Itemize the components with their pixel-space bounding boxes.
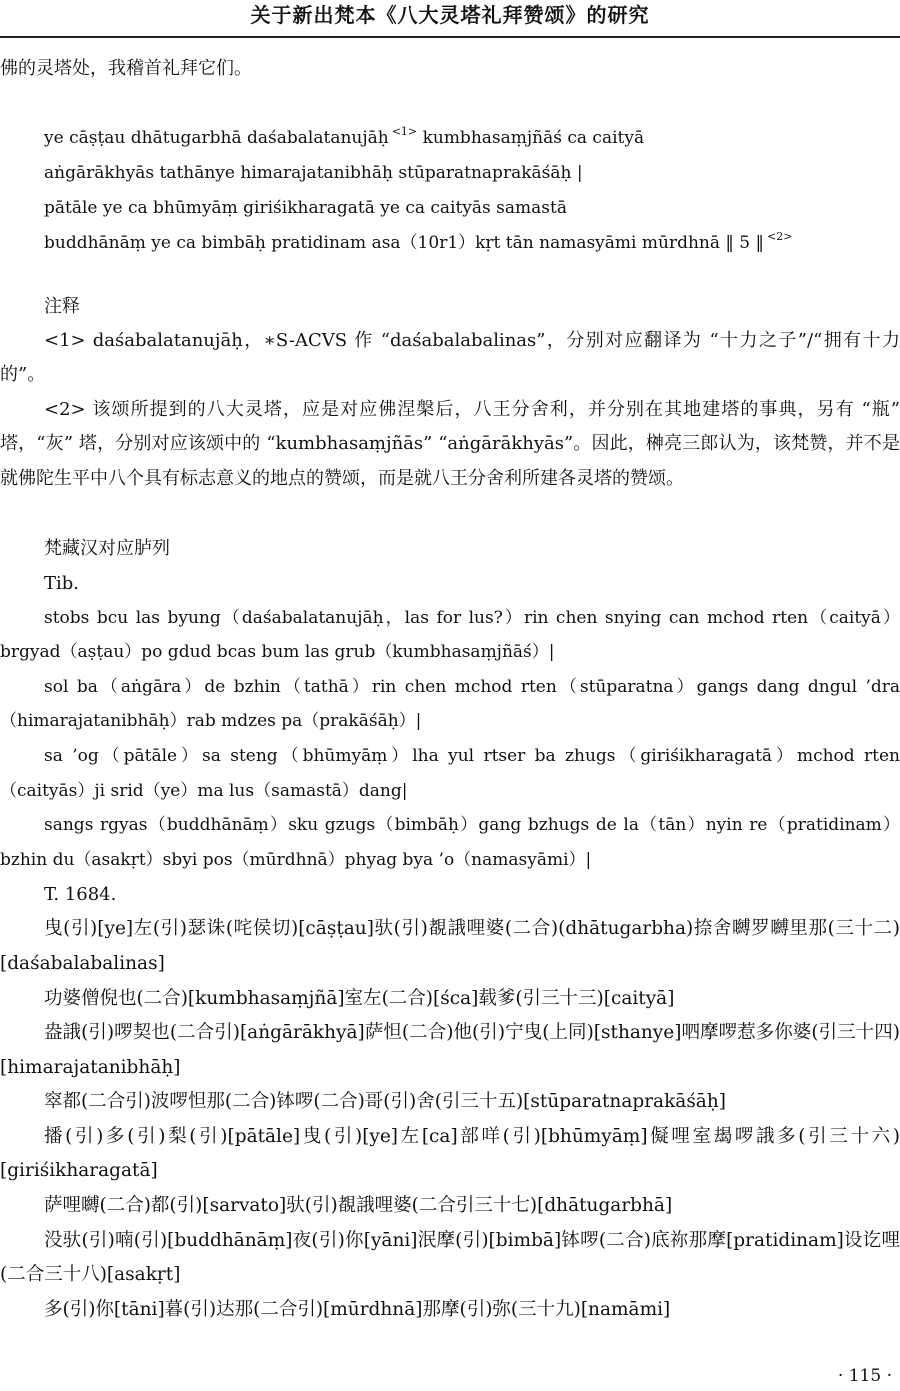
notes-heading: 注释 <box>44 295 80 317</box>
chinese-line-4: 窣都(二合引)波啰怛那(二合)钵啰(二合)哥(引)舍(引三十五)[stūparatnaprakāśāḥ] <box>44 1091 726 1113</box>
tibetan-line-2: sol ba（aṅgāra）de bzhin（tathā）rin chen mchod rten（stūparatna）gangs dang dngul ’dra（himarajatanibhāḥ）rab mdzes pa（prakāśāḥ）| <box>0 676 900 732</box>
footnote-marker-1: <1> <box>391 124 418 138</box>
verse-line-2: aṅgārākhyās tathānye himarajatanibhāḥ stūparatnaprakāśāḥ | <box>44 162 583 183</box>
chinese-line-8: 多(引)你[tāni]暮(引)达那(二合引)[mūrdhnā]那摩(引)弥(三十九)[namāmi] <box>44 1298 671 1320</box>
tibetan-line-4: sangs rgyas（buddhānāṃ）sku gzugs（bimbāḥ）gang bzhugs de la（tān）nyin re（pratidinam）bzhin du（asakṛt）sbyi pos（mūrdhnā）phyag bya ’o（namasyāmi）| <box>0 815 900 870</box>
parallels-heading: 梵藏汉对应胪列 <box>44 537 170 559</box>
tibetan-line-3: sa ’og（pātāle）sa steng（bhūmyāṃ）lha yul rtser ba zhugs（giriśikharagatā）mchod rten（caityās）ji srid（ye）ma lus（samastā）dang| <box>0 745 900 801</box>
notes-section <box>0 289 900 497</box>
sanskrit-verse <box>0 121 900 261</box>
running-header <box>0 0 900 38</box>
parallels-section <box>0 531 900 1328</box>
note-1: <1> daśabalatanujāḥ，∗S-ACVS 作 “daśabalabalinas”，分别对应翻译为 “十力之子”/“拥有十力的”。 <box>0 329 900 386</box>
verse-line-3: pātāle ye ca bhūmyāṃ giriśikharagatā ye ca caityās samastā <box>44 197 567 218</box>
spacer <box>0 497 900 531</box>
chinese-line-3: 盎誐(引)啰契也(二合引)[aṅgārākhyā]萨怛(二合)他(引)宁曳(上同)[sthanye]呬摩啰惹多你婆(引三十四)[himarajatanibhāḥ] <box>0 1022 900 1078</box>
chinese-line-5: 播(引)多(引)梨(引)[pātāle]曳(引)[ye]左[ca]部咩(引)[bhūmyāṃ]儗哩室朅啰誐多(引三十六)[giriśikharagatā] <box>0 1125 900 1182</box>
verse-line-1a: ye cāṣṭau dhātugarbhā daśabalatanujāḥ <box>44 127 389 148</box>
chinese-line-6: 萨哩嚩(二合)都(引)[sarvato]驮(引)覩誐哩婆(二合引三十七)[dhātugarbhā] <box>44 1195 673 1217</box>
page-number: · 115 · <box>837 1366 892 1386</box>
verse-line-1b: kumbhasaṃjñāś ca caityā <box>422 127 645 148</box>
tibetan-line-1: stobs bcu las byung（daśabalatanujāḥ，las for lus?）rin chen snying can mchod rten（caityā）brgyad（aṣṭau）po gdud bcas bum las grub（kumbhasaṃjñāś）| <box>0 607 900 663</box>
chinese-line-7: 没驮(引)喃(引)[buddhānāṃ]夜(引)你[yāni]泯摩(引)[bimbā]钵啰(二合)底祢那摩[pratidinam]设讫哩(二合三十八)[asakṛt] <box>0 1229 900 1286</box>
verse-line-4 <box>0 226 900 261</box>
taisho-label: T. 1684. <box>44 884 117 906</box>
tibetan-label: Tib. <box>44 572 80 594</box>
page-body <box>0 52 900 1327</box>
footnote-marker-2: <2> <box>767 229 793 243</box>
verse-line-4-text: buddhānāṃ ye ca bimbāḥ pratidinam asa（10r1）kṛt tān namasyāmi mūrdhnā ‖ 5 ‖ <box>44 232 765 253</box>
verse-line-1 <box>0 121 900 156</box>
note-2: <2> 该颂所提到的八大灵塔，应是对应佛涅槃后，八王分舍利，并分别在其地建塔的事典，另有 “瓶” 塔，“灰” 塔，分别对应该颂中的 “kumbhasaṃjñās” “aṅgārākhyās”。因此，榊亮三郎认为，该梵赞，并不是就佛陀生平中八个具有标志意义的地点的赞颂，而是就八王分舍利所建各灵塔的赞颂。 <box>0 398 900 489</box>
chinese-line-1: 曳(引)[ye]左(引)瑟诛(咤侯切)[cāṣṭau]驮(引)覩誐哩婆(二合)(dhātugarbha)捺舍嚩罗嚩里那(三十二)[daśabalabalinas] <box>0 918 900 974</box>
intro-line: 佛的灵塔处，我稽首礼拜它们。 <box>0 58 252 79</box>
spacer <box>0 261 900 289</box>
chinese-line-2: 功婆僧倪也(二合)[kumbhasaṃjñā]室左(二合)[śca]载爹(引三十三)[caityā] <box>44 987 675 1009</box>
running-header-title: 关于新出梵本《八大灵塔礼拜赞颂》的研究 <box>250 3 650 27</box>
spacer <box>0 87 900 121</box>
